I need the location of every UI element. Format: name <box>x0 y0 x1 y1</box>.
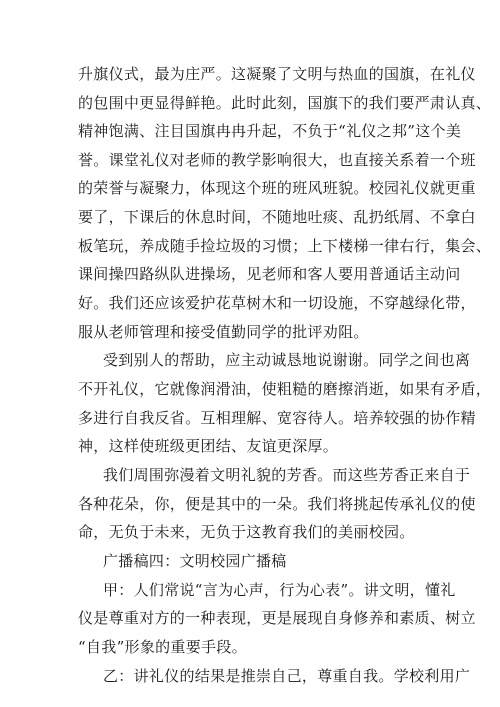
text-line: 多进行自我反省。互相理解、宽容待人。培养较强的协作精 <box>78 409 476 427</box>
text-line: 誉。课堂礼仪对老师的教学影响很大，也直接关系着一个班 <box>78 151 476 169</box>
text-line: 命，无负于未来，无负于这教育我们的美丽校园。 <box>78 523 415 541</box>
text-line: 升旗仪式，最为庄严。这凝聚了文明与热血的国旗，在礼仪 <box>78 65 476 83</box>
text-line: 各种花朵，你，便是其中的一朵。我们将挑起传承礼仪的使 <box>78 495 476 513</box>
text-line: 要了，下课后的休息时间，不随地吐痰、乱扔纸屑、不拿白 <box>78 208 476 226</box>
text-line: 精神饱满、注目国旗冉冉升起，不负于“礼仪之邦”这个美 <box>78 122 462 140</box>
text-line: 甲：人们常说“言为心声，行为心表”。讲文明，懂礼 <box>103 581 456 599</box>
text-line: 课间操四路纵队进操场，见老师和客人要用普通话主动问 <box>78 265 461 283</box>
text-line: 的包围中更显得鲜艳。此时此刻，国旗下的我们要严肃认真、 <box>78 94 492 112</box>
section-heading: 广播稿四：文明校园广播稿 <box>103 552 287 570</box>
text-line: 好。我们还应该爱护花草树木和一切设施，不穿越绿化带， <box>78 294 476 312</box>
text-line: 的荣誉与凝聚力，体现这个班的班风班貌。校园礼仪就更重 <box>78 179 476 197</box>
text-line: 不开礼仪，它就像润滑油，使粗糙的磨擦消逝，如果有矛盾， <box>78 380 492 398</box>
text-line: 仪是尊重对方的一种表现，更是展现自身修养和素质、树立 <box>78 609 476 627</box>
text-line: 乙：讲礼仪的结果是推崇自己，尊重自我。学校利用广 <box>103 667 471 685</box>
text-line: 板笔玩，养成随手捡垃圾的习惯；上下楼梯一律右行，集会、 <box>78 237 492 255</box>
text-line: “自我”形象的重要手段。 <box>78 638 247 656</box>
text-line: 服从老师管理和接受值勤同学的批评劝阻。 <box>78 323 369 341</box>
text-line: 神，这样使班级更团结、友谊更深厚。 <box>78 437 339 455</box>
text-line: 我们周围弥漫着文明礼貌的芳香。而这些芳香正来自于 <box>103 466 471 484</box>
text-line: 受到别人的帮助，应主动诚恳地说谢谢。同学之间也离 <box>103 351 471 369</box>
